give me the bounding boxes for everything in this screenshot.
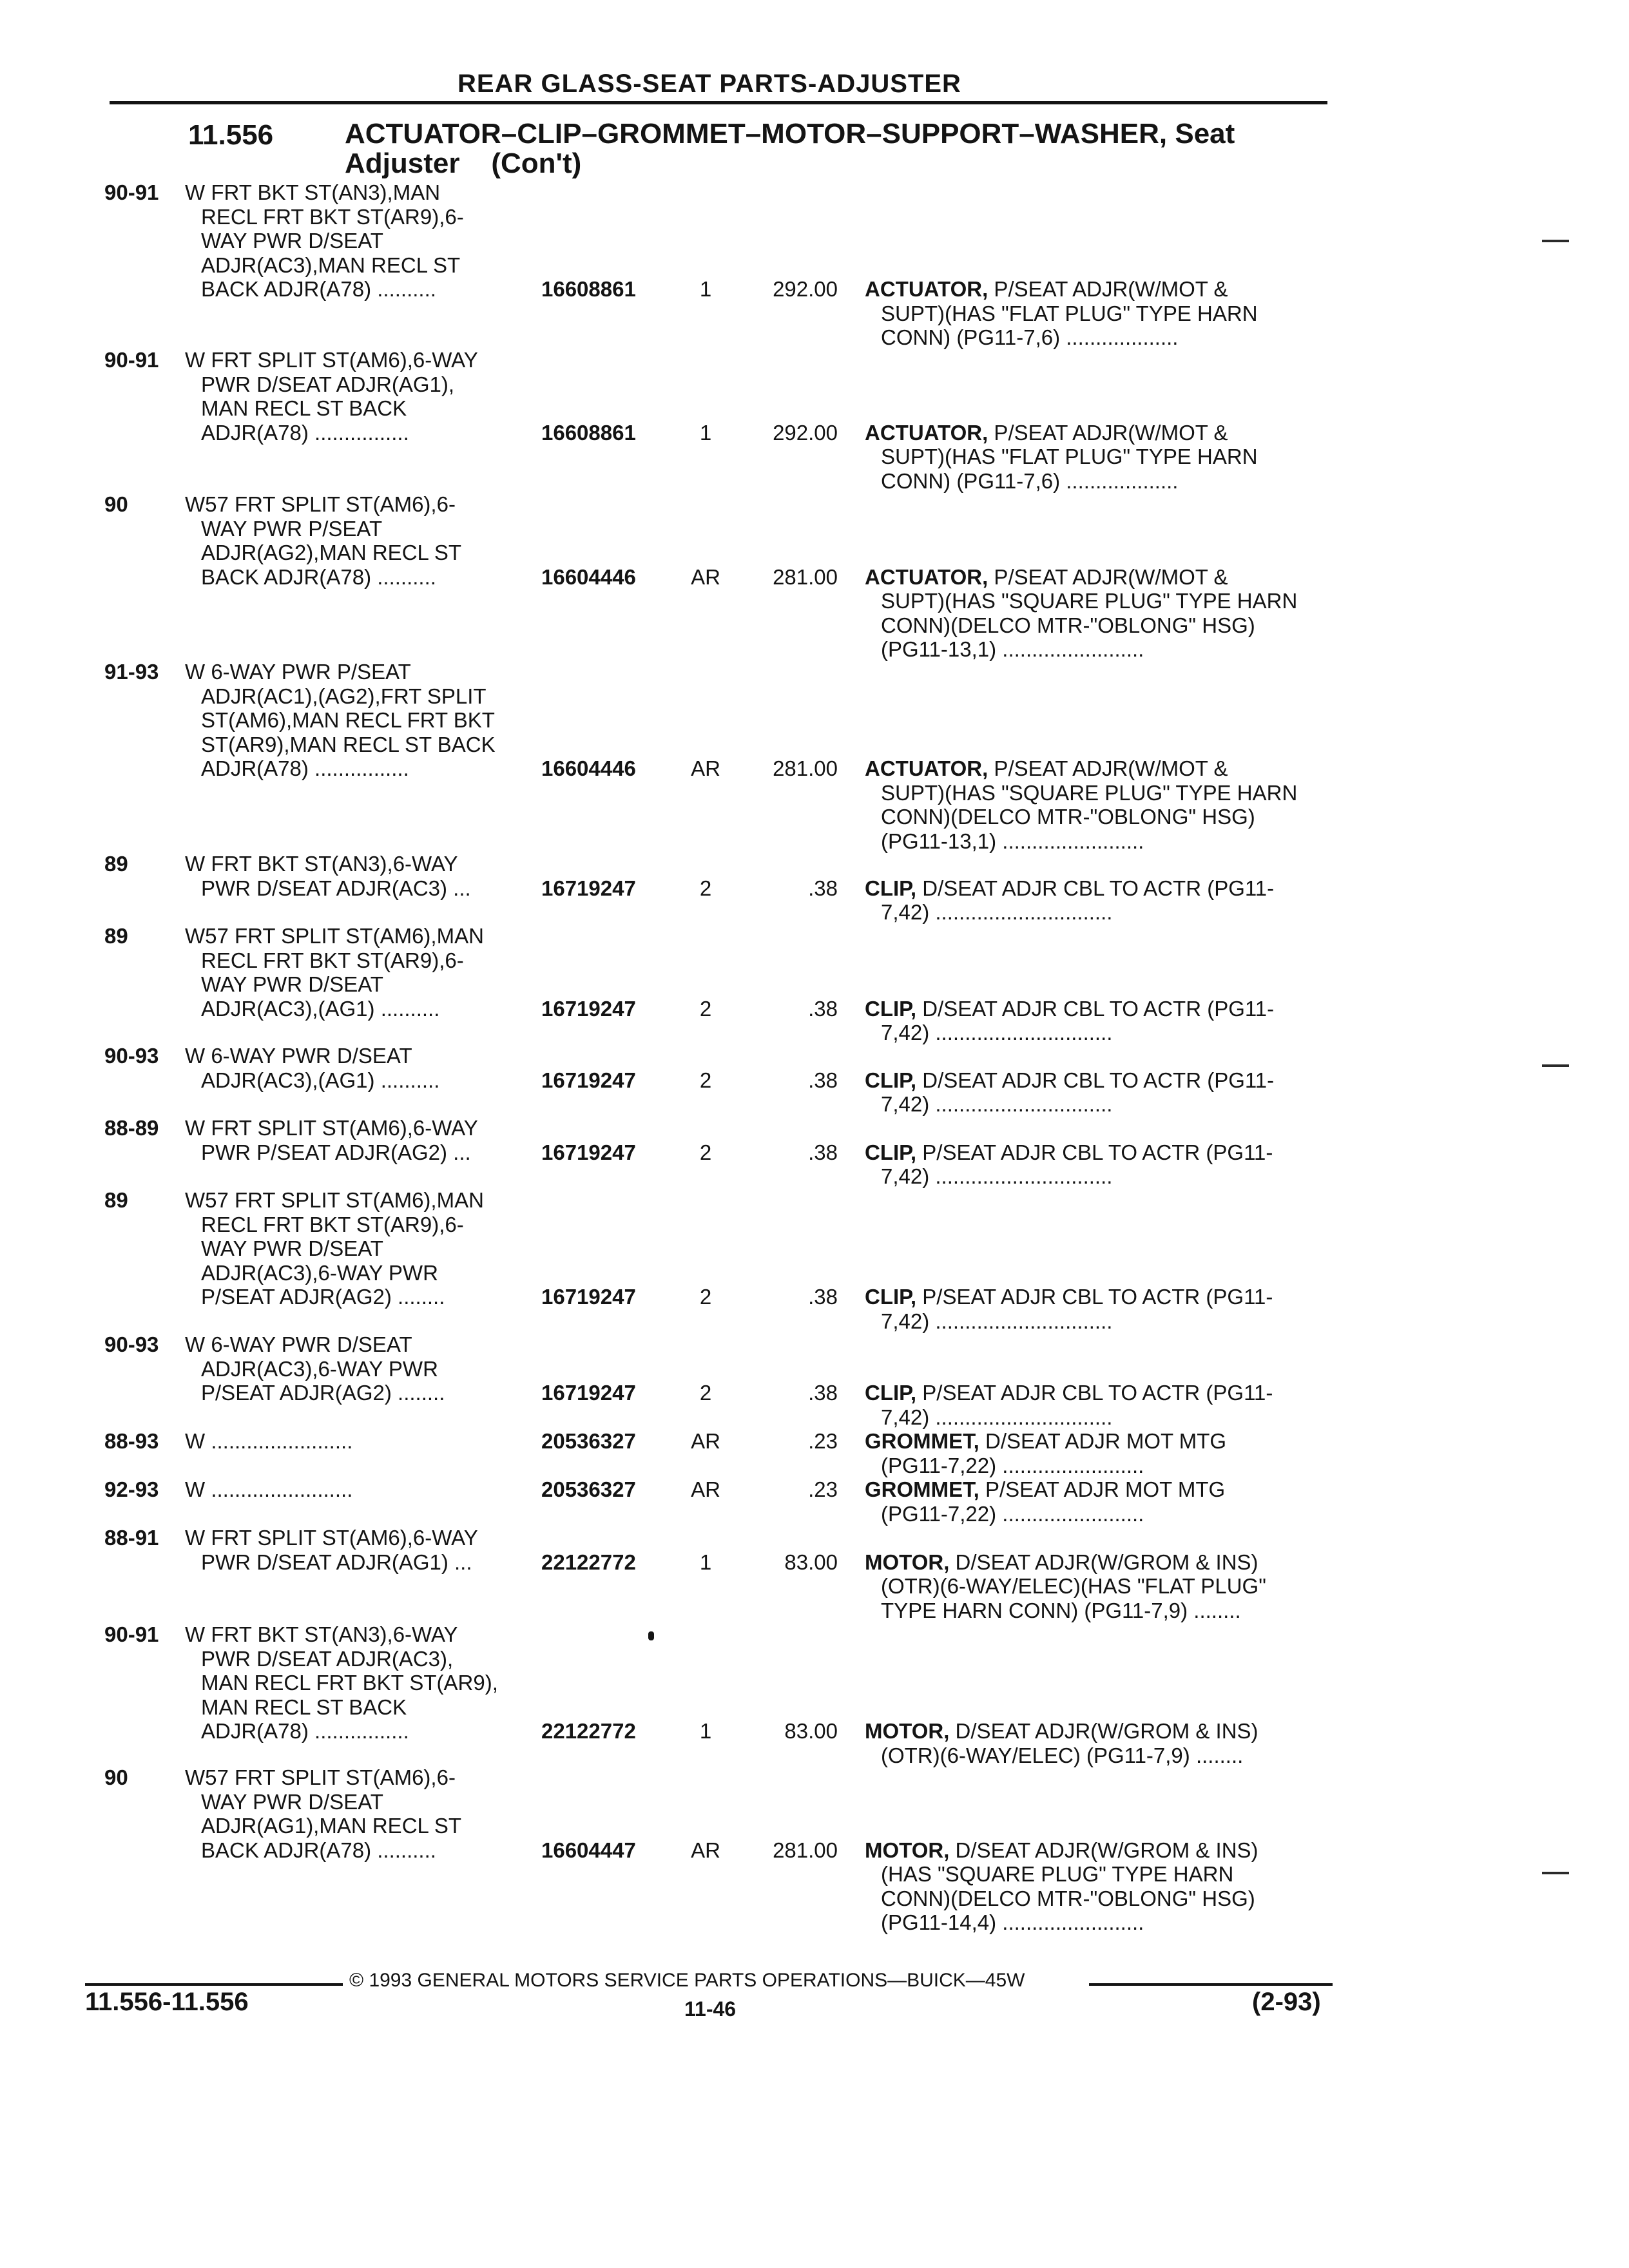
part-name xyxy=(865,1068,1274,1117)
usage-line: ADJR(A78) ................ xyxy=(201,756,409,780)
part-name-keyword: GROMMET, xyxy=(865,1477,979,1501)
margin-mark xyxy=(1542,1872,1569,1874)
part-number: 16719247 xyxy=(541,1140,636,1164)
usage-description xyxy=(185,852,471,900)
usage-description xyxy=(185,1477,352,1502)
part-name-line: SUPT)(HAS "FLAT PLUG" TYPE HARN xyxy=(881,445,1258,468)
model-year: 90-91 xyxy=(104,180,159,204)
part-name-keyword: CLIP, xyxy=(865,1381,917,1405)
part-name-line: 7,42) .............................. xyxy=(881,1309,1113,1333)
price: 292.00 xyxy=(773,277,838,301)
part-number: 16719247 xyxy=(541,996,636,1021)
margin-mark xyxy=(1542,1064,1569,1067)
usage-description xyxy=(185,180,464,302)
part-number: 16604446 xyxy=(541,564,636,589)
part-name-keyword: CLIP, xyxy=(865,1285,917,1309)
part-number: 16719247 xyxy=(541,876,636,900)
part-name-line xyxy=(865,876,1274,901)
usage-description xyxy=(185,660,496,781)
footer-page-number: 11-46 xyxy=(684,1997,737,2021)
part-name-keyword: ACTUATOR, xyxy=(865,277,988,301)
footer-copyright: © 1993 GENERAL MOTORS SERVICE PARTS OPERATIONS—BUICK—45W xyxy=(349,1970,1025,1991)
model-year: 88-91 xyxy=(104,1526,159,1550)
part-name-keyword: ACTUATOR, xyxy=(865,564,988,589)
part-number: 16719247 xyxy=(541,1381,636,1405)
part-name xyxy=(865,1140,1273,1189)
part-name-keyword: CLIP, xyxy=(865,1140,917,1164)
price: .38 xyxy=(808,996,838,1021)
usage-line: PWR D/SEAT ADJR(AG1), xyxy=(201,372,455,396)
part-name xyxy=(865,1838,1258,1935)
usage-line: WAY PWR P/SEAT xyxy=(201,516,383,541)
quantity: 2 xyxy=(699,1068,712,1092)
quantity: 2 xyxy=(699,1381,712,1405)
usage-line: BACK ADJR(A78) .......... xyxy=(201,277,436,301)
part-name-text: D/SEAT ADJR CBL TO ACTR (PG11- xyxy=(916,1068,1275,1092)
usage-line: ADJR(A78) ................ xyxy=(201,420,409,445)
quantity: 2 xyxy=(699,1140,712,1164)
usage-line: W 6-WAY PWR D/SEAT xyxy=(185,1044,412,1068)
usage-line: ADJR(AC3),6-WAY PWR xyxy=(201,1260,438,1285)
section-title-line2: Adjuster (Con't) xyxy=(345,148,582,179)
usage-line: WAY PWR D/SEAT xyxy=(201,1789,383,1814)
part-name xyxy=(865,1381,1273,1429)
part-name-line xyxy=(865,1838,1258,1863)
footer-rule-right xyxy=(1089,1983,1333,1986)
part-name xyxy=(865,997,1274,1045)
quantity: AR xyxy=(691,1838,720,1862)
part-name-keyword: GROMMET, xyxy=(865,1429,979,1453)
usage-line: W57 FRT SPLIT ST(AM6),MAN xyxy=(185,1188,484,1212)
usage-line: MAN RECL ST BACK xyxy=(201,1695,407,1719)
usage-line: W57 FRT SPLIT ST(AM6),6- xyxy=(185,1765,456,1789)
part-name-line: (PG11-7,22) ........................ xyxy=(881,1501,1144,1526)
usage-line: PWR D/SEAT ADJR(AC3), xyxy=(201,1646,454,1671)
part-name-keyword: MOTOR, xyxy=(865,1550,950,1574)
usage-line: W57 FRT SPLIT ST(AM6),6- xyxy=(185,492,456,516)
price: 281.00 xyxy=(773,1838,838,1862)
usage-line: WAY PWR D/SEAT xyxy=(201,1236,383,1260)
usage-line: BACK ADJR(A78) .......... xyxy=(201,564,436,589)
part-name-text: D/SEAT ADJR CBL TO ACTR (PG11- xyxy=(916,876,1275,900)
part-name-line: TYPE HARN CONN) (PG11-7,9) ........ xyxy=(881,1598,1241,1622)
part-name xyxy=(865,756,1297,853)
part-name-line: SUPT)(HAS "FLAT PLUG" TYPE HARN xyxy=(881,301,1258,325)
part-name-text: D/SEAT ADJR(W/GROM & INS) xyxy=(949,1719,1258,1743)
part-name-text: P/SEAT ADJR CBL TO ACTR (PG11- xyxy=(916,1140,1273,1164)
part-name xyxy=(865,1429,1226,1477)
part-name-line: (OTR)(6-WAY/ELEC)(HAS "FLAT PLUG" xyxy=(881,1574,1266,1598)
usage-line: RECL FRT BKT ST(AR9),6- xyxy=(201,948,464,972)
price: .38 xyxy=(808,1140,838,1164)
quantity: AR xyxy=(691,1429,720,1453)
model-year: 90 xyxy=(104,492,128,516)
usage-line: PWR D/SEAT ADJR(AC3) ... xyxy=(201,876,471,900)
part-name-line xyxy=(865,997,1274,1021)
section-number: 11.556 xyxy=(188,119,274,151)
price: 281.00 xyxy=(773,564,838,589)
part-name xyxy=(865,876,1274,925)
part-name-line: 7,42) .............................. xyxy=(881,1164,1113,1188)
usage-description xyxy=(185,348,478,445)
usage-line: PWR P/SEAT ADJR(AG2) ... xyxy=(201,1140,471,1164)
quantity: AR xyxy=(691,756,720,780)
part-name xyxy=(865,1477,1225,1526)
usage-line: RECL FRT BKT ST(AR9),6- xyxy=(201,1212,464,1236)
part-name-text: P/SEAT ADJR(W/MOT & xyxy=(988,277,1228,301)
price: .38 xyxy=(808,1285,838,1309)
part-name-line xyxy=(865,277,1258,302)
part-name-line: 7,42) .............................. xyxy=(881,900,1113,924)
usage-description xyxy=(185,1622,498,1744)
price: 83.00 xyxy=(784,1719,838,1743)
usage-line: W ........................ xyxy=(185,1477,353,1501)
part-name-text: P/SEAT ADJR(W/MOT & xyxy=(988,756,1228,780)
quantity: 2 xyxy=(699,876,712,900)
model-year: 90-91 xyxy=(104,348,159,372)
part-name-text: P/SEAT ADJR CBL TO ACTR (PG11- xyxy=(916,1285,1273,1309)
quantity: 2 xyxy=(699,996,712,1021)
part-name-line: CONN) (PG11-7,6) ................... xyxy=(881,468,1179,493)
usage-line: PWR D/SEAT ADJR(AG1) ... xyxy=(201,1550,472,1574)
usage-line: RECL FRT BKT ST(AR9),6- xyxy=(201,204,464,229)
usage-description xyxy=(185,1765,461,1862)
footer-rule-left xyxy=(85,1983,343,1986)
page-header-title: REAR GLASS-SEAT PARTS-ADJUSTER xyxy=(458,70,961,98)
usage-line: ADJR(AC3),(AG1) .......... xyxy=(201,996,440,1021)
usage-description xyxy=(185,1526,478,1574)
part-name-line xyxy=(865,1429,1226,1454)
part-number: 22122772 xyxy=(541,1719,636,1743)
usage-line: ST(AR9),MAN RECL ST BACK xyxy=(201,732,496,756)
part-name-line: (PG11-14,4) ........................ xyxy=(881,1910,1144,1934)
quantity: 1 xyxy=(699,277,712,301)
quantity: 1 xyxy=(699,1550,712,1574)
part-name-line xyxy=(865,565,1297,590)
footer-revision-date: (2-93) xyxy=(1252,1988,1321,2016)
part-name-line xyxy=(865,1068,1274,1093)
usage-line: ADJR(AC3),(AG1) .......... xyxy=(201,1068,440,1092)
model-year: 88-89 xyxy=(104,1116,159,1140)
usage-line: W FRT SPLIT ST(AM6),6-WAY xyxy=(185,1116,478,1140)
part-name-line: 7,42) .............................. xyxy=(881,1092,1113,1116)
usage-line: WAY PWR D/SEAT xyxy=(201,229,383,253)
usage-line: ST(AM6),MAN RECL FRT BKT xyxy=(201,708,495,732)
part-name xyxy=(865,421,1258,494)
usage-line: W 6-WAY PWR P/SEAT xyxy=(185,660,411,684)
part-name-keyword: CLIP, xyxy=(865,876,917,900)
part-name-line xyxy=(865,1285,1273,1309)
usage-description xyxy=(185,1044,439,1092)
usage-description xyxy=(185,1188,484,1309)
part-name-keyword: CLIP, xyxy=(865,1068,917,1092)
part-name-line xyxy=(865,1381,1273,1405)
part-name-text: P/SEAT ADJR(W/MOT & xyxy=(988,420,1228,445)
usage-line: P/SEAT ADJR(AG2) ........ xyxy=(201,1285,445,1309)
part-name-text: P/SEAT ADJR(W/MOT & xyxy=(988,564,1228,589)
usage-line: ADJR(AG2),MAN RECL ST xyxy=(201,541,461,564)
quantity: 1 xyxy=(699,420,712,445)
usage-line: ADJR(AC3),6-WAY PWR xyxy=(201,1356,438,1381)
part-name-line: (OTR)(6-WAY/ELEC) (PG11-7,9) ........ xyxy=(881,1743,1244,1767)
part-number: 20536327 xyxy=(541,1477,636,1501)
part-name-line: (PG11-13,1) ........................ xyxy=(881,637,1144,661)
quantity: 2 xyxy=(699,1285,712,1309)
usage-description xyxy=(185,492,461,589)
part-name-line: CONN) (PG11-7,6) ................... xyxy=(881,325,1179,349)
price: 281.00 xyxy=(773,756,838,780)
part-name-line: (PG11-13,1) ........................ xyxy=(881,829,1144,853)
price: .38 xyxy=(808,1381,838,1405)
price: .23 xyxy=(808,1429,838,1453)
price: 83.00 xyxy=(784,1550,838,1574)
price: 292.00 xyxy=(773,420,838,445)
part-name xyxy=(865,565,1297,662)
part-name-line xyxy=(865,1140,1273,1165)
part-name-line: CONN)(DELCO MTR-"OBLONG" HSG) xyxy=(881,613,1255,637)
part-number: 16719247 xyxy=(541,1068,636,1092)
part-name xyxy=(865,1285,1273,1333)
part-name-keyword: ACTUATOR, xyxy=(865,420,988,445)
part-name-line: SUPT)(HAS "SQUARE PLUG" TYPE HARN xyxy=(881,780,1298,805)
model-year: 90-93 xyxy=(104,1332,159,1356)
usage-line: ADJR(AG1),MAN RECL ST xyxy=(201,1814,461,1838)
part-number: 20536327 xyxy=(541,1429,636,1453)
usage-description xyxy=(185,1429,352,1454)
usage-line: W FRT SPLIT ST(AM6),6-WAY xyxy=(185,348,478,372)
part-name-keyword: ACTUATOR, xyxy=(865,756,988,780)
part-name-text: P/SEAT ADJR CBL TO ACTR (PG11- xyxy=(916,1381,1273,1405)
model-year: 90-91 xyxy=(104,1622,159,1646)
part-number: 16604447 xyxy=(541,1838,636,1862)
usage-line: W 6-WAY PWR D/SEAT xyxy=(185,1332,412,1356)
part-name xyxy=(865,1550,1266,1623)
part-name-keyword: CLIP, xyxy=(865,996,917,1021)
price: .23 xyxy=(808,1477,838,1501)
model-year: 90 xyxy=(104,1765,128,1789)
footer-section-range: 11.556-11.556 xyxy=(85,1988,249,2016)
part-number: 16608861 xyxy=(541,420,636,445)
part-name xyxy=(865,1719,1258,1767)
usage-line: W FRT SPLIT ST(AM6),6-WAY xyxy=(185,1526,478,1550)
model-year: 89 xyxy=(104,1188,128,1212)
part-name-line: (HAS "SQUARE PLUG" TYPE HARN xyxy=(881,1862,1234,1886)
part-name-line: 7,42) .............................. xyxy=(881,1405,1113,1429)
part-name-line xyxy=(865,1550,1266,1575)
part-name-text: D/SEAT ADJR(W/GROM & INS) xyxy=(949,1838,1258,1862)
usage-line: P/SEAT ADJR(AG2) ........ xyxy=(201,1381,445,1405)
part-number: 16719247 xyxy=(541,1285,636,1309)
part-number: 16604446 xyxy=(541,756,636,780)
part-name xyxy=(865,277,1258,350)
price: .38 xyxy=(808,876,838,900)
usage-line: MAN RECL ST BACK xyxy=(201,396,407,420)
section-title xyxy=(345,119,1235,178)
part-name-line xyxy=(865,756,1297,781)
usage-line: W FRT BKT ST(AN3),6-WAY xyxy=(185,1622,458,1646)
part-name-line: 7,42) .............................. xyxy=(881,1021,1113,1044)
part-name-text: P/SEAT ADJR MOT MTG xyxy=(979,1477,1226,1501)
usage-description xyxy=(185,924,484,1021)
section-title-line1: ACTUATOR–CLIP–GROMMET–MOTOR–SUPPORT–WASHER, Seat xyxy=(345,118,1235,149)
part-name-keyword: MOTOR, xyxy=(865,1838,950,1862)
usage-line: ADJR(AC1),(AG2),FRT SPLIT xyxy=(201,684,487,708)
part-number: 22122772 xyxy=(541,1550,636,1574)
price: .38 xyxy=(808,1068,838,1092)
usage-line: W57 FRT SPLIT ST(AM6),MAN xyxy=(185,924,484,948)
part-name-keyword: MOTOR, xyxy=(865,1719,950,1743)
part-name-text: D/SEAT ADJR MOT MTG xyxy=(979,1429,1227,1453)
model-year: 88-93 xyxy=(104,1429,159,1453)
part-name-line: CONN)(DELCO MTR-"OBLONG" HSG) xyxy=(881,805,1255,829)
quantity: 1 xyxy=(699,1719,712,1743)
usage-line: WAY PWR D/SEAT xyxy=(201,972,383,996)
quantity: AR xyxy=(691,564,720,589)
model-year: 89 xyxy=(104,924,128,948)
part-name-line xyxy=(865,1477,1225,1502)
usage-line: ADJR(AC3),MAN RECL ST xyxy=(201,253,461,277)
model-year: 89 xyxy=(104,852,128,876)
header-rule xyxy=(110,101,1327,104)
usage-line: ADJR(A78) ................ xyxy=(201,1719,409,1743)
part-number: 16608861 xyxy=(541,277,636,301)
usage-line: W ........................ xyxy=(185,1429,353,1453)
part-name-line xyxy=(865,1719,1258,1744)
model-year: 92-93 xyxy=(104,1477,159,1501)
part-name-text: D/SEAT ADJR(W/GROM & INS) xyxy=(949,1550,1258,1574)
usage-line: MAN RECL FRT BKT ST(AR9), xyxy=(201,1671,498,1695)
quantity: AR xyxy=(691,1477,720,1501)
part-name-line: (PG11-7,22) ........................ xyxy=(881,1453,1144,1477)
part-name-line xyxy=(865,421,1258,445)
margin-mark xyxy=(1542,240,1569,242)
model-year: 91-93 xyxy=(104,660,159,684)
usage-line: BACK ADJR(A78) .......... xyxy=(201,1838,436,1862)
stray-dot xyxy=(648,1631,654,1640)
model-year: 90-93 xyxy=(104,1044,159,1068)
usage-line: W FRT BKT ST(AN3),6-WAY xyxy=(185,852,458,876)
part-name-text: D/SEAT ADJR CBL TO ACTR (PG11- xyxy=(916,996,1275,1021)
usage-description xyxy=(185,1116,478,1164)
usage-line: W FRT BKT ST(AN3),MAN xyxy=(185,180,441,204)
part-name-line: SUPT)(HAS "SQUARE PLUG" TYPE HARN xyxy=(881,589,1298,613)
part-name-line: CONN)(DELCO MTR-"OBLONG" HSG) xyxy=(881,1886,1255,1910)
usage-description xyxy=(185,1332,445,1405)
